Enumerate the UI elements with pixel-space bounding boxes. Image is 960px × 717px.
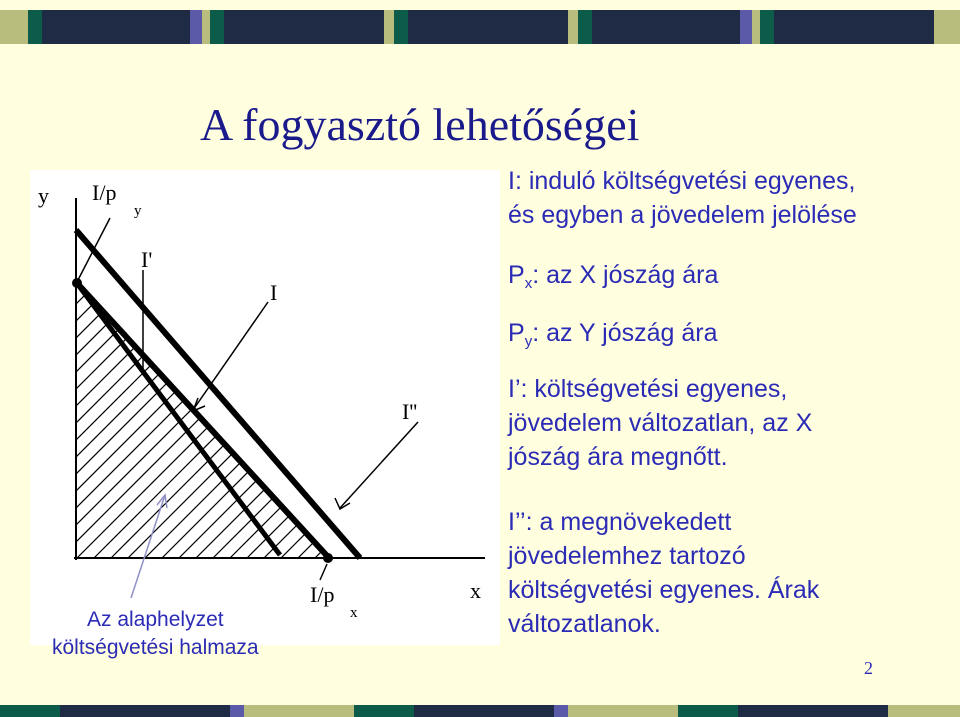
hatch-line bbox=[30, 170, 500, 645]
budget-diagram-svg bbox=[30, 170, 500, 645]
label-I: I bbox=[270, 280, 278, 305]
budget-line-I bbox=[76, 282, 329, 558]
text-block-py bbox=[508, 316, 718, 359]
hatch-line bbox=[30, 170, 500, 645]
caption-line-1: Az alaphelyzet bbox=[87, 608, 224, 631]
hatch-line bbox=[30, 170, 500, 645]
text-I-prime-line-1: I’: költségvetési egyenes, bbox=[508, 375, 788, 403]
text-I-prime-line-3: jószág ára megnőtt. bbox=[508, 443, 728, 471]
page-number: 2 bbox=[864, 658, 873, 678]
hatch-line bbox=[30, 170, 500, 645]
budget-set-hatching bbox=[30, 170, 500, 645]
intercept-dot-y bbox=[72, 278, 82, 288]
text-block-I-double-prime bbox=[508, 505, 819, 641]
label-I-py: I/p bbox=[92, 180, 117, 205]
hatch-line bbox=[30, 170, 500, 645]
text-I-prime-line-2: jövedelem változatlan, az X bbox=[508, 409, 813, 437]
hatch-line bbox=[30, 170, 500, 645]
hatch-line bbox=[30, 170, 499, 639]
hatch-line bbox=[30, 170, 500, 645]
px-prefix: P bbox=[508, 261, 525, 289]
text-block-I-prime bbox=[508, 372, 812, 474]
hatch-line bbox=[30, 170, 500, 645]
hatch-line bbox=[30, 170, 363, 503]
hatch-line bbox=[30, 170, 278, 418]
hatch-line bbox=[30, 170, 261, 401]
top-decorative-bar bbox=[0, 10, 960, 44]
hatch-line bbox=[30, 170, 500, 645]
bottom-decorative-bar bbox=[0, 705, 960, 717]
label-I-py-subscript: y bbox=[134, 203, 142, 219]
text-I-double-prime-line-4: változatlanok. bbox=[508, 610, 661, 638]
px-text: : az X jószág ára bbox=[532, 261, 719, 289]
hatch-line bbox=[30, 170, 448, 588]
text-I-line-1: I: induló költségvetési egyenes, bbox=[508, 167, 856, 195]
hatch-line bbox=[30, 170, 500, 645]
budget-constraint-diagram bbox=[30, 170, 500, 645]
hatch-line bbox=[30, 170, 397, 537]
slide-title: A fogyasztó lehetőségei bbox=[200, 99, 640, 150]
hatch-line bbox=[30, 170, 74, 214]
text-I-double-prime-line-3: költségvetési egyenes. Árak bbox=[508, 576, 820, 604]
py-prefix: P bbox=[508, 319, 525, 347]
hatch-line bbox=[30, 170, 500, 645]
py-subscript: y bbox=[524, 333, 533, 350]
label-I-double-prime: I'' bbox=[402, 399, 418, 424]
text-I-double-prime-line-1: I’’: a megnövekedett bbox=[508, 508, 732, 536]
hatch-line bbox=[30, 170, 414, 554]
budget-line-I-prime bbox=[76, 282, 280, 555]
pointer-I-py bbox=[78, 218, 110, 280]
px-subscript: x bbox=[524, 275, 533, 292]
text-I-double-prime-line-2: jövedelemhez tartozó bbox=[508, 542, 746, 570]
label-I-px-subscript: x bbox=[350, 605, 358, 621]
budget-set-caption bbox=[52, 606, 259, 662]
text-block-px bbox=[508, 258, 718, 301]
text-I-line-2: és egyben a jövedelem jelölése bbox=[508, 201, 857, 229]
hatch-line bbox=[30, 170, 380, 520]
intercept-dot-x bbox=[323, 553, 333, 563]
label-I-px: I/p bbox=[310, 582, 335, 607]
pointer-I-px bbox=[320, 564, 327, 580]
hatch-line bbox=[30, 170, 210, 350]
hatch-line bbox=[30, 170, 500, 645]
hatch-line bbox=[30, 170, 431, 571]
text-block-I bbox=[508, 164, 857, 232]
hatch-line bbox=[30, 170, 482, 622]
label-I-prime: I' bbox=[141, 247, 153, 272]
caption-line-2: költségvetési halmaza bbox=[52, 636, 259, 659]
pointer-I bbox=[193, 302, 268, 410]
x-axis-label: x bbox=[470, 578, 481, 603]
pointer-I-double-prime bbox=[340, 422, 418, 508]
caption-pointer bbox=[131, 495, 165, 598]
hatch-line bbox=[30, 170, 40, 180]
py-text: : az Y jószág ára bbox=[532, 319, 718, 347]
budget-line-I-double-prime bbox=[76, 230, 360, 558]
hatch-line bbox=[30, 170, 500, 645]
y-axis-label: y bbox=[38, 183, 49, 208]
hatch-line bbox=[30, 170, 346, 486]
